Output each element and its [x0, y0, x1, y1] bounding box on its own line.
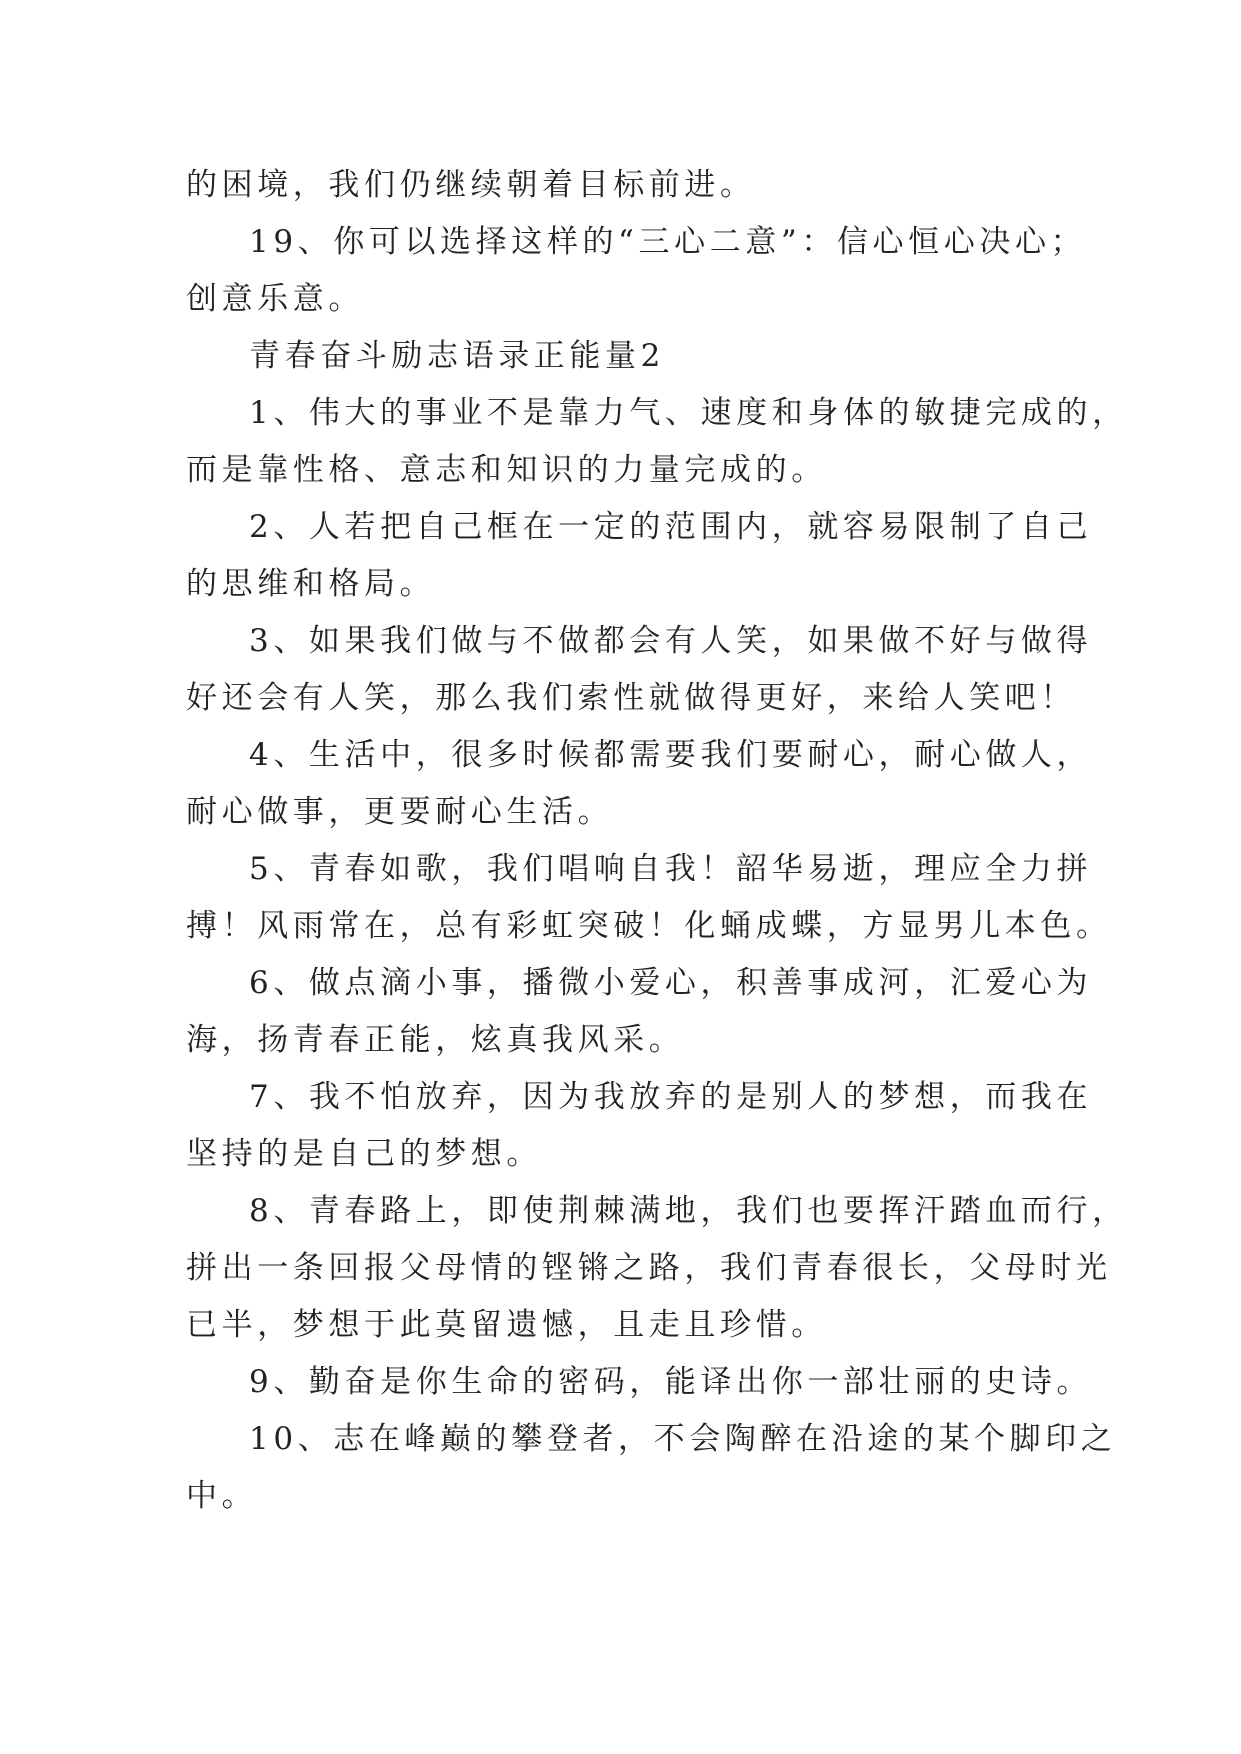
paragraph-line: 海，扬青春正能，炫真我风采。 [186, 1022, 685, 1058]
paragraph-line: 10、志在峰巅的攀登者，不会陶醉在沿途的某个脚印之 [249, 1421, 1117, 1457]
paragraph-line: 而是靠性格、意志和知识的力量完成的。 [186, 452, 827, 488]
paragraph-line: 6、做点滴小事，播微小爱心，积善事成河，汇爱心为 [249, 965, 1093, 1001]
paragraph-line: 的困境，我们仍继续朝着目标前进。 [186, 167, 756, 203]
paragraph-line: 拼出一条回报父母情的铿锵之路，我们青春很长，父母时光 [186, 1250, 1112, 1286]
paragraph-line: 坚持的是自己的梦想。 [186, 1136, 542, 1172]
paragraph-line: 8、青春路上，即使荆棘满地，我们也要挥汗踏血而行， [249, 1193, 1128, 1229]
paragraph-line: 19、你可以选择这样的“三心二意”：信心恒心决心； [249, 224, 1087, 260]
paragraph-line: 搏！风雨常在，总有彩虹突破！化蛹成蝶，方显男儿本色。 [186, 908, 1112, 944]
section-heading: 青春奋斗励志语录正能量2 [249, 338, 665, 374]
paragraph-line: 7、我不怕放弃，因为我放弃的是别人的梦想，而我在 [249, 1079, 1093, 1115]
paragraph-line: 5、青春如歌，我们唱响自我！韶华易逝，理应全力拼 [249, 851, 1093, 887]
paragraph-line: 9、勤奋是你生命的密码，能译出你一部壮丽的史诗。 [249, 1364, 1093, 1400]
paragraph-line: 4、生活中，很多时候都需要我们要耐心，耐心做人， [249, 737, 1093, 773]
paragraph-line: 3、如果我们做与不做都会有人笑，如果做不好与做得 [249, 623, 1093, 659]
paragraph-line: 好还会有人笑，那么我们索性就做得更好，来给人笑吧！ [186, 680, 1076, 716]
paragraph-line: 创意乐意。 [186, 281, 364, 317]
paragraph-line: 已半，梦想于此莫留遗憾，且走且珍惜。 [186, 1307, 827, 1343]
paragraph-line: 2、人若把自己框在一定的范围内，就容易限制了自己 [249, 509, 1093, 545]
paragraph-line: 1、伟大的事业不是靠力气、速度和身体的敏捷完成的， [249, 395, 1128, 431]
paragraph-line: 中。 [186, 1478, 258, 1514]
paragraph-line: 耐心做事，更要耐心生活。 [186, 794, 614, 830]
paragraph-line: 的思维和格局。 [186, 566, 436, 602]
